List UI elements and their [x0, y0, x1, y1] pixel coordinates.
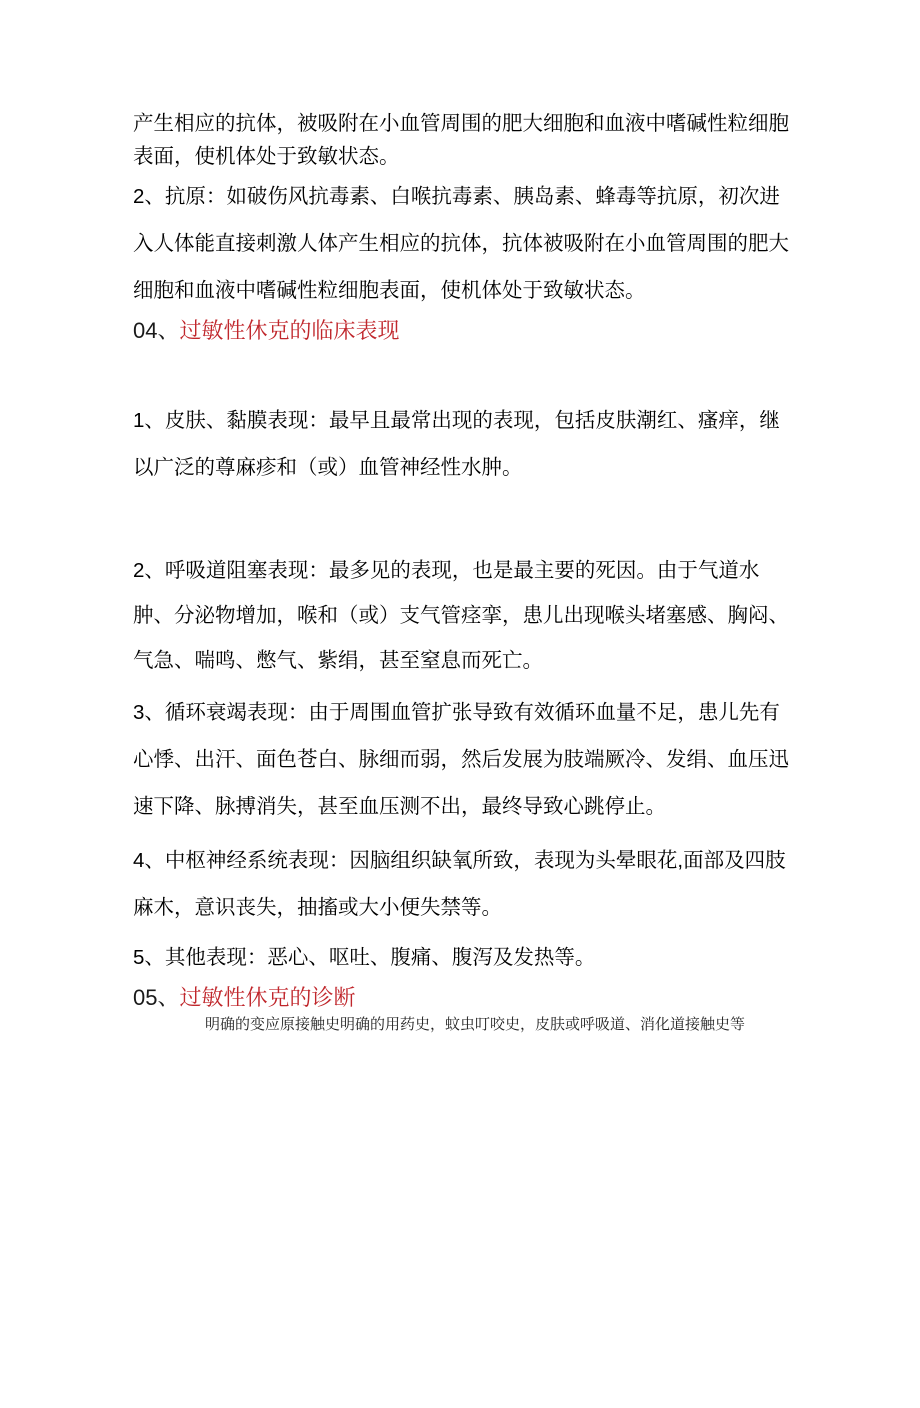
text-line: 细胞和血液中嗜碱性粒细胞表面，使机体处于致敏状态。: [133, 279, 646, 302]
paragraph-circulatory-failure: [133, 689, 791, 830]
document-page: [0, 107, 920, 1035]
section-heading-diagnosis: [133, 981, 791, 1015]
diagnosis-note: 明确的变应原接触史明确的用药史，蚊虫叮咬史，皮肤或呼吸道、消化道接触史等: [205, 1016, 746, 1033]
text-line: 表面，使机体处于致敏状态。: [133, 145, 400, 168]
text-line: 肿、分泌物增加，喉和（或）支气管痉挛，患儿出现喉头堵塞感、胸闷、: [133, 604, 789, 627]
text-line: 速下降、脉搏消失，甚至血压测不出，最终导致心跳停止。: [133, 795, 666, 818]
text-line: 2、呼吸道阻塞表现：最多见的表现，也是最主要的死因。由于气道水: [133, 559, 760, 582]
text-line: 心悸、出汗、面色苍白、脉细而弱，然后发展为肢端厥冷、发绢、血压迅: [133, 748, 789, 771]
text-line: 气急、喘鸣、憋气、紫绢，甚至窒息而死亡。: [133, 649, 543, 672]
text-line: 5、其他表现：恶心、呕吐、腹痛、腹泻及发热等。: [133, 946, 596, 969]
paragraph-skin-mucosa: [133, 397, 791, 491]
paragraph-airway-obstruction: [133, 548, 791, 683]
section-number: 05、: [133, 985, 180, 1010]
text-line: 2、抗原：如破伤风抗毒素、白喉抗毒素、胰岛素、蜂毒等抗原，初次进: [133, 185, 780, 208]
text-line: 3、循环衰竭表现：由于周围血管扩张导致有效循环血量不足，患儿先有: [133, 701, 780, 724]
paragraph-other-manifestations: [133, 934, 791, 981]
section-title: 过敏性休克的诊断: [179, 985, 356, 1010]
section-heading-clinical-manifestations: [133, 314, 791, 348]
text-line: 1、皮肤、黏膜表现：最早且最常出现的表现，包括皮肤潮红、瘙痒，继: [133, 409, 780, 432]
section-number: 04、: [133, 318, 180, 343]
paragraph-antigen: [133, 173, 791, 314]
text-line: 麻木，意识丧失，抽搐或大小便失禁等。: [133, 896, 502, 919]
text-line: 入人体能直接刺激人体产生相应的抗体，抗体被吸附在小血管周围的肥大: [133, 232, 789, 255]
text-line: 产生相应的抗体，被吸附在小血管周围的肥大细胞和血液中嗜碱性粒细胞: [133, 112, 789, 135]
paragraph-cns: [133, 837, 791, 931]
text-line: 以广泛的尊麻疹和（或）血管神经性水肿。: [133, 456, 523, 479]
paragraph-sensitization-continued: [133, 107, 791, 173]
section-title: 过敏性休克的临床表现: [179, 318, 400, 343]
text-line: 4、中枢神经系统表现：因脑组织缺氧所致，表现为头晕眼花,面部及四肢: [133, 849, 786, 872]
